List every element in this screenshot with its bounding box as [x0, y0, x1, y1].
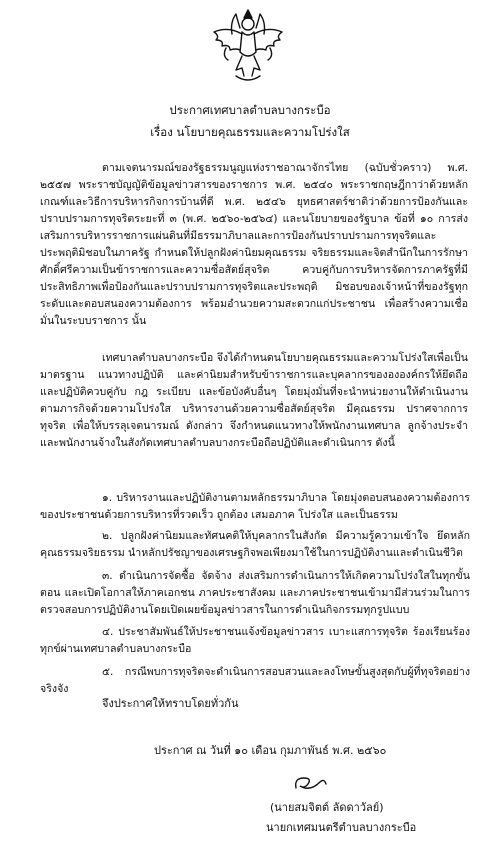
- policy-item-4: ๔. ประชาสัมพันธ์ให้ประชาชนแจ้งข้อมูลข่าวสาร เบาะแสการทุจริต ร้องเรียนร้องทุกข์ผ่านเทศบาลตำบลบางกระบือ: [40, 626, 470, 655]
- announcement-date: ประกาศ ณ วันที่ ๑๐ เดือน กุมภาพันธ์ พ.ศ. ๒๕๖๐: [154, 744, 387, 757]
- policy-item-1: ๑. บริหารงานและปฏิบัติงานตามหลักธรรมาภิบาล โดยมุ่งตอบสนองความต้องการของประชาชนด้วยการบริหารที่รวดเร็ว ถูกต้อง เสมอภาค โปร่งใส และเป็นธรรม: [40, 492, 470, 521]
- announcement-subject: เรื่อง นโยบายคุณธรรมและความโปร่งใส: [150, 125, 350, 139]
- signatory-name: (นายสมจิตต์ ลัดดาวัลย์): [270, 801, 384, 814]
- announcement-title: ประกาศเทศบาลตำบลบางกระบือ: [169, 103, 331, 117]
- garuda-emblem-icon: [206, 4, 290, 86]
- preamble-paragraph: [40, 160, 468, 330]
- policy-item-3: ๓. ดำเนินการจัดซื้อ จัดจ้าง ส่งเสริมการดำเนินการให้เกิดความโปร่งใสในทุกขั้นตอน และเปิดโอกาสให้ภาคเอกชน ภาคประชาสังคม และภาคประชาชนเข้ามามีส่วนร่วมในการตรวจสอบการปฏิบัติงานโดยเปิดเผยข้อมูลข่าวสารในการดำเนินกิจกรรมทุกรูปแบบ: [40, 570, 470, 616]
- preamble-text: ตามเจตนารมณ์ของรัฐธรรมนูญแห่งราชอาณาจักรไทย (ฉบับชั่วคราว) พ.ศ. ๒๕๕๗ พระราชบัญญัติข้อมูลข่าวสารของราชการ พ.ศ. ๒๕๔๐ พระราชกฤษฎีกาว่าด้วยหลักเกณฑ์และวิธีการบริหารกิจการบ้านที่ดี พ.ศ. ๒๕๔๖ ยุทธศาสตร์ชาติว่าด้วยการป้องกันและปราบปรามการทุจริตระยะที่ ๓ (พ.ศ. ๒๕๖๐-๒๕๖๔) และนโยบายของรัฐบาล ข้อที่ ๑๐ การส่งเสริมการบริหารราชการแผ่นดินที่มีธรรมาภิบาลและการป้องกันปราบปรามการทุจริตและประพฤติมิชอบในภาครัฐ กำหนดให้ปลูกฝังค่านิยมคุณธรรม จริยธรรมและจิตสำนึกในการรักษาศักดิ์ศรีความเป็นข้าราชการและความซื่อสัตย์สุจริต ควบคู่กับการบริหารจัดการภาครัฐที่มีประสิทธิภาพเพื่อป้องกันและปราบปรามการทุจริตและประพฤติ มิชอบของเจ้าหน้าที่ของรัฐทุกระดับและตอบสนองความต้องการ พร้อมอำนวยความสะดวกแก่ประชาชน เพื่อสร้างความเชื่อมั่นในระบบราชการ นั้น: [40, 162, 468, 327]
- handwritten-signature-icon: [290, 772, 334, 794]
- policy-text: เทศบาลตำบลบางกระบือ จึงได้กำหนดนโยบายคุณธรรมและความโปร่งใสเพื่อเป็นมาตรฐาน แนวทางปฏิบัติ และค่านิยมสำหรับข้าราชการและบุคลากรของององค์กรให้ยึดถือ และปฏิบัติควบคู่กับ กฎ ระเบียบ และข้อบังคับอื่นๆ โดยมุ่งมั่นที่จะนำหน่วยงานให้ดำเนินงานตามภารกิจด้วยความโปร่งใส บริหารงานด้วยความซื่อสัตย์สุจริต มีคุณธรรม ปราศจากการทุจริต เพื่อให้บรรลุเจตนารมณ์ ดังกล่าว จึงกำหนดแนวทางให้พนักงานเทศบาล ลูกจ้างประจำ และพนักงานจ้างในสังกัดเทศบาลตำบลบางกระบือถือปฏิบัติและดำเนินการ ดังนี้: [40, 352, 468, 449]
- policy-item-5: ๕. กรณีพบการทุจริตจะดำเนินการสอบสวนและลงโทษขั้นสูงสุดกับผู้ที่ทุจริตอย่างจริงจัง: [40, 666, 470, 695]
- policy-item-2: ๒. ปลูกฝังค่านิยมและทัศนคติให้บุคลากรในสังกัด มีความรู้ความเข้าใจ ยึดหลักคุณธรรมจริยธรรม นำหลักปรัชญาของเศรษฐกิจพอเพียงมาใช้ในการปฏิบัติงานและดำเนินชีวิต: [40, 530, 470, 559]
- closing-statement: จึงประกาศให้ทราบโดยทั่วกัน: [102, 697, 239, 710]
- signatory-position: นายกเทศมนตรีตำบลบางกระบือ: [266, 821, 417, 834]
- policy-paragraph: [40, 350, 468, 452]
